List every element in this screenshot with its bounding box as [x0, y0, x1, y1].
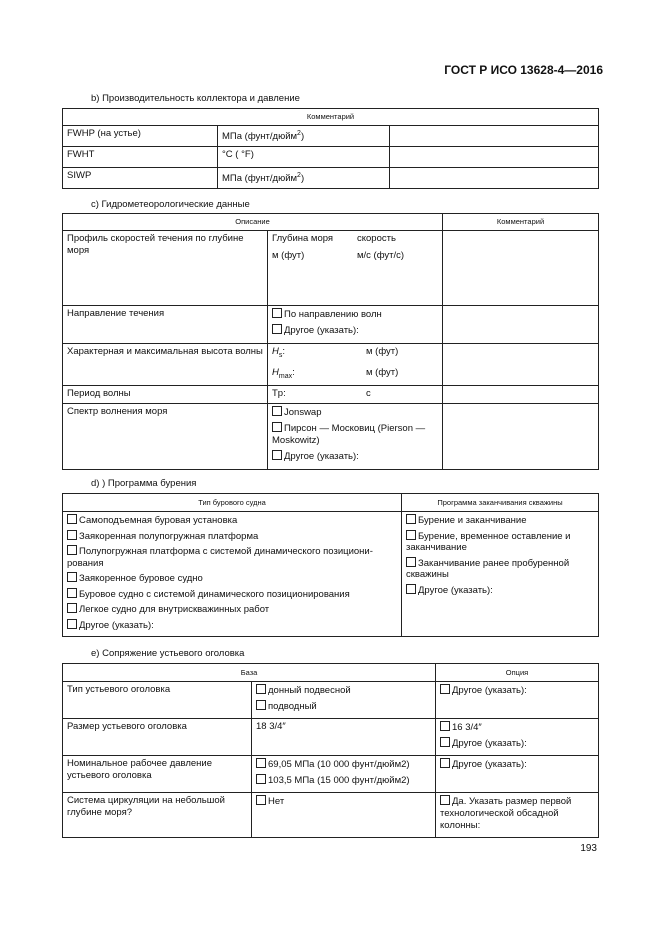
current-profile-label: Профиль скоростей течения по глубине моря: [63, 231, 268, 306]
comment-cell[interactable]: [443, 403, 599, 469]
option-pierson-moskowitz[interactable]: Пирсон — Московиц (Pierson — Moskowitz): [272, 422, 426, 446]
checkbox[interactable]: [67, 572, 77, 582]
checkbox[interactable]: [272, 324, 282, 334]
size-option[interactable]: 16 3/4″: [440, 721, 594, 734]
checkbox[interactable]: [256, 700, 266, 710]
wellhead-size-label: Размер устьевого оголовка: [63, 719, 252, 756]
checkbox[interactable]: [256, 758, 266, 768]
option-header: Опция: [436, 664, 599, 682]
comments-header: Комментарий: [63, 109, 599, 126]
wellhead-type-option: [436, 682, 599, 719]
wellhead-size-option: [436, 719, 599, 756]
checkbox[interactable]: [256, 774, 266, 784]
completion-option[interactable]: Другое (указать):: [406, 584, 594, 597]
page-number: 193: [580, 843, 597, 854]
checkbox[interactable]: [256, 795, 266, 805]
checkbox[interactable]: [406, 557, 416, 567]
param-cell: SIWP: [63, 168, 218, 189]
checkbox[interactable]: [256, 684, 266, 694]
checkbox[interactable]: [272, 450, 282, 460]
checkbox[interactable]: [406, 530, 416, 540]
vessel-type-header: Тип бурового судна: [63, 494, 402, 512]
vessel-option[interactable]: Самоподъемная буровая установка: [67, 514, 397, 527]
option-jonswap[interactable]: Jonswap: [272, 406, 438, 419]
shallow-circulation-label: Система циркуляции на небольшой глубине моря?: [63, 793, 252, 838]
checkbox[interactable]: [67, 514, 77, 524]
wellhead-type-base: [252, 682, 436, 719]
base-option[interactable]: подводный: [256, 700, 431, 713]
pressure-rating-label: Номинальное рабочее давление устьевого оголовка: [63, 756, 252, 793]
checkbox[interactable]: [406, 584, 416, 594]
comment-cell[interactable]: [443, 231, 599, 306]
unit-cell: °C ( °F): [218, 147, 390, 168]
checkbox[interactable]: [67, 588, 77, 598]
completion-options: [402, 512, 599, 637]
checkbox[interactable]: [67, 530, 77, 540]
other-option[interactable]: Другое (указать):: [440, 737, 594, 750]
comment-cell[interactable]: [443, 385, 599, 403]
wellhead-type-label: Тип устьевого оголовка: [63, 682, 252, 719]
unit-cell: МПа (фунт/дюйм$^2$): [218, 168, 390, 189]
checkbox[interactable]: [440, 758, 450, 768]
checkbox[interactable]: [67, 603, 77, 613]
base-header: База: [63, 664, 436, 682]
vessel-option[interactable]: Заякоренное буровое судно: [67, 572, 397, 585]
checkbox[interactable]: [440, 721, 450, 731]
section-b-title: b) Производительность коллектора и давление: [91, 93, 300, 104]
vessel-option[interactable]: Заякоренная полупогружная платформа: [67, 530, 397, 543]
wellhead-size-base: 18 3/4″: [252, 719, 436, 756]
section-e-table: [62, 663, 599, 838]
vessel-option[interactable]: Другое (указать):: [67, 619, 397, 632]
base-option[interactable]: донный подвесной: [256, 684, 431, 697]
checkbox[interactable]: [272, 406, 282, 416]
completion-option[interactable]: Заканчивание ранее пробуренной скважины: [406, 557, 570, 580]
section-b-table: [62, 108, 599, 189]
wave-period-field: Tp: с: [268, 385, 443, 403]
vessel-option[interactable]: Буровое судно с системой динамического позиционирования: [67, 588, 397, 601]
option-with-waves[interactable]: По направлению волн: [272, 308, 438, 321]
spectrum-options: [268, 403, 443, 469]
param-cell: FWHT: [63, 147, 218, 168]
comment-cell[interactable]: [443, 344, 599, 386]
current-profile-fields: Глубина моря скорость м (фут) м/с (фут/с): [268, 231, 443, 306]
checkbox[interactable]: [67, 619, 77, 629]
checkbox[interactable]: [440, 737, 450, 747]
shallow-circulation-option: [436, 793, 599, 838]
comment-cell[interactable]: [390, 126, 599, 147]
unit-cell: МПа (фунт/дюйм$^2$): [218, 126, 390, 147]
other-option[interactable]: Другое (указать):: [440, 684, 594, 697]
comment-cell[interactable]: [390, 168, 599, 189]
checkbox[interactable]: [406, 514, 416, 524]
pressure-option[interactable]: 69,05 МПа (10 000 фунт/дюйм2): [256, 758, 431, 771]
current-direction-options: [268, 306, 443, 344]
section-e-title: e) Сопряжение устьевого оголовка: [91, 648, 245, 659]
comment-cell[interactable]: [443, 306, 599, 344]
comment-cell[interactable]: [390, 147, 599, 168]
section-c-title: c) Гидрометеорологические данные: [91, 199, 250, 210]
other-option[interactable]: Другое (указать):: [440, 758, 594, 771]
option-other[interactable]: Другое (указать):: [272, 324, 438, 337]
pressure-option[interactable]: 103,5 МПа (15 000 фунт/дюйм2): [256, 774, 431, 787]
pressure-rating-option: [436, 756, 599, 793]
pressure-rating-base: [252, 756, 436, 793]
param-cell: FWHP (на устье): [63, 126, 218, 147]
wave-height-fields: $H_s$: м (фут) $H_{max}$: м (фут): [268, 344, 443, 386]
vessel-option[interactable]: Легкое судно для внутрискважинных работ: [67, 603, 397, 616]
section-d-title: d) ) Программа бурения: [91, 478, 197, 489]
completion-option[interactable]: Бурение и заканчивание: [406, 514, 594, 527]
shallow-circulation-base: [252, 793, 436, 838]
checkbox[interactable]: [440, 795, 450, 805]
completion-program-header: Программа заканчивания скважины: [402, 494, 599, 512]
checkbox[interactable]: [67, 545, 77, 555]
description-header: Описание: [63, 214, 443, 231]
comment-header: Комментарий: [443, 214, 599, 231]
section-d-table: [62, 493, 599, 637]
checkbox[interactable]: [272, 308, 282, 318]
vessel-option[interactable]: Полупогружная платформа с системой динамического позиционирования: [67, 546, 373, 569]
checkbox[interactable]: [272, 422, 282, 432]
current-direction-label: Направление течения: [63, 306, 268, 344]
wave-height-label: Характерная и максимальная высота волны: [63, 344, 268, 386]
option-other[interactable]: Другое (указать):: [272, 450, 438, 463]
checkbox[interactable]: [440, 684, 450, 694]
yes-option[interactable]: Да. Указать размер первой технологической обсадной колонны:: [440, 796, 572, 831]
wave-period-label: Период волны: [63, 385, 268, 403]
completion-option[interactable]: Бурение, временное оставление и заканчивание: [406, 530, 571, 553]
section-c-table: [62, 213, 599, 470]
spectrum-label: Спектр волнения моря: [63, 403, 268, 469]
no-option[interactable]: Нет: [256, 795, 431, 808]
document-code: ГОСТ Р ИСО 13628-4—2016: [444, 63, 603, 77]
vessel-options: [63, 512, 402, 637]
